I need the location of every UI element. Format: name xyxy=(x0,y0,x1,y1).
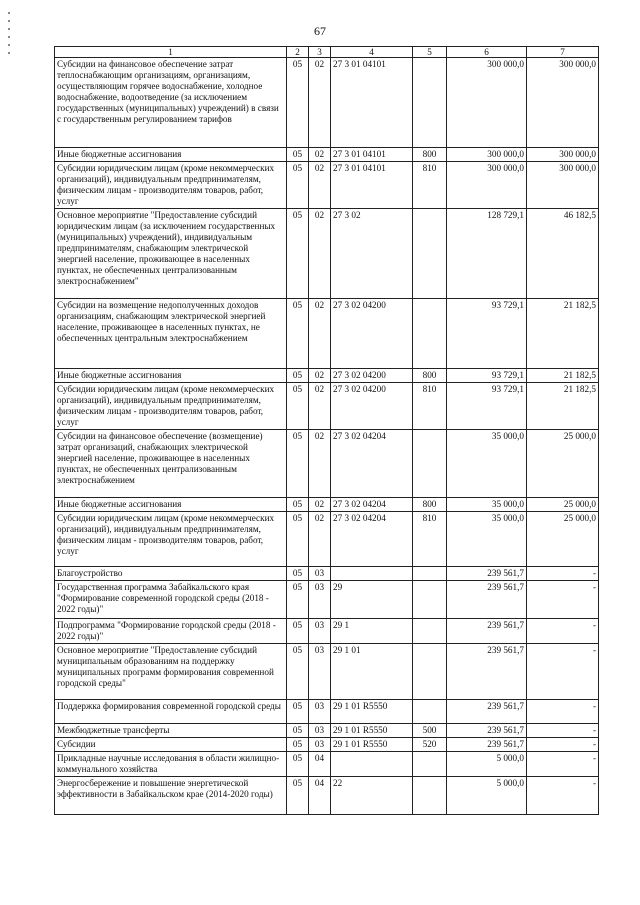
section-code-cell: 05 xyxy=(287,209,309,299)
expense-type-code-cell xyxy=(413,567,447,581)
table-row xyxy=(55,581,599,619)
row-name-cell: Субсидии xyxy=(55,738,287,752)
subsection-code-cell: 02 xyxy=(309,383,331,430)
expense-type-code-cell xyxy=(413,644,447,700)
amount-year1-cell: 239 561,7 xyxy=(447,738,527,752)
subsection-code-cell: 03 xyxy=(309,581,331,619)
row-name-cell: Субсидии на финансовое обеспечение затрат теплоснабжающим организациям, организациям, осуществляющим горячее водоснабжение, холодное водоснабжение, водоотведение (за исключением государственных (муниципальных) учреждений) в связи с государственным регулированием тарифов xyxy=(55,58,287,148)
expense-type-code-cell xyxy=(413,752,447,777)
subsection-code-cell: 02 xyxy=(309,512,331,567)
column-header: 6 xyxy=(447,47,527,58)
expense-type-code-cell xyxy=(413,619,447,644)
amount-year2-cell: - xyxy=(527,581,599,619)
subsection-code-cell: 02 xyxy=(309,58,331,148)
amount-year1-cell: 300 000,0 xyxy=(447,162,527,209)
row-name-cell: Межбюджетные трансферты xyxy=(55,724,287,738)
table-header-row xyxy=(55,47,599,58)
amount-year1-cell: 93 729,1 xyxy=(447,299,527,369)
section-code-cell: 05 xyxy=(287,752,309,777)
section-code-cell: 05 xyxy=(287,738,309,752)
column-header: 4 xyxy=(331,47,413,58)
row-name-cell: Субсидии на финансовое обеспечение (возмещение) затрат организаций, снабжающих электрической энергией население, проживающее в населенных пунктах, не обеспеченных централизованным электроснабжением xyxy=(55,430,287,498)
row-name-cell: Подпрограмма "Формирование городской среды (2018 - 2022 годы)" xyxy=(55,619,287,644)
target-item-code-cell: 27 3 02 04200 xyxy=(331,369,413,383)
amount-year2-cell: 300 000,0 xyxy=(527,148,599,162)
subsection-code-cell: 04 xyxy=(309,752,331,777)
expense-type-code-cell: 800 xyxy=(413,148,447,162)
amount-year2-cell: 21 182,5 xyxy=(527,299,599,369)
subsection-code-cell: 03 xyxy=(309,619,331,644)
table-row xyxy=(55,148,599,162)
section-code-cell: 05 xyxy=(287,162,309,209)
expense-type-code-cell xyxy=(413,58,447,148)
amount-year1-cell: 35 000,0 xyxy=(447,512,527,567)
table-row xyxy=(55,369,599,383)
amount-year1-cell: 35 000,0 xyxy=(447,430,527,498)
amount-year2-cell: 46 182,5 xyxy=(527,209,599,299)
table-row xyxy=(55,512,599,567)
subsection-code-cell: 03 xyxy=(309,700,331,724)
page-number: 67 xyxy=(314,24,326,38)
target-item-code-cell: 27 3 02 xyxy=(331,209,413,299)
subsection-code-cell: 03 xyxy=(309,724,331,738)
subsection-code-cell: 03 xyxy=(309,567,331,581)
amount-year1-cell: 239 561,7 xyxy=(447,619,527,644)
section-code-cell: 05 xyxy=(287,369,309,383)
amount-year2-cell: - xyxy=(527,752,599,777)
amount-year2-cell: 21 182,5 xyxy=(527,369,599,383)
row-name-cell: Иные бюджетные ассигнования xyxy=(55,498,287,512)
section-code-cell: 05 xyxy=(287,148,309,162)
table-row xyxy=(55,644,599,700)
amount-year1-cell: 128 729,1 xyxy=(447,209,527,299)
row-name-cell: Государственная программа Забайкальского края "Формирование современной городской среды (2018 - 2022 годы)" xyxy=(55,581,287,619)
table-row xyxy=(55,430,599,498)
amount-year1-cell: 239 561,7 xyxy=(447,567,527,581)
section-code-cell: 05 xyxy=(287,383,309,430)
subsection-code-cell: 02 xyxy=(309,209,331,299)
table-row xyxy=(55,619,599,644)
subsection-code-cell: 02 xyxy=(309,430,331,498)
target-item-code-cell: 27 3 02 04200 xyxy=(331,299,413,369)
row-name-cell: Субсидии юридическим лицам (кроме некоммерческих организаций), индивидуальным предпринимателям, физическим лицам - производителям товаров, работ, услуг xyxy=(55,383,287,430)
expense-type-code-cell: 800 xyxy=(413,369,447,383)
section-code-cell: 05 xyxy=(287,700,309,724)
target-item-code-cell: 29 1 01 R5550 xyxy=(331,738,413,752)
table-row xyxy=(55,498,599,512)
amount-year2-cell: - xyxy=(527,567,599,581)
target-item-code-cell: 29 1 xyxy=(331,619,413,644)
row-name-cell: Поддержка формирования современной городской среды xyxy=(55,700,287,724)
amount-year1-cell: 239 561,7 xyxy=(447,644,527,700)
subsection-code-cell: 04 xyxy=(309,777,331,815)
row-name-cell: Прикладные научные исследования в области жилищно-коммунального хозяйства xyxy=(55,752,287,777)
amount-year1-cell: 239 561,7 xyxy=(447,700,527,724)
amount-year2-cell: 25 000,0 xyxy=(527,512,599,567)
row-name-cell: Основное мероприятие "Предоставление субсидий юридическим лицам (за исключением государственных (муниципальных) учреждений), индивидуальным предпринимателям, снабжающим электрической энергией население, проживающее в населенных пунктах, не обеспеченных централизованным электроснабжением" xyxy=(55,209,287,299)
target-item-code-cell: 27 3 02 04204 xyxy=(331,512,413,567)
expense-type-code-cell: 810 xyxy=(413,162,447,209)
subsection-code-cell: 02 xyxy=(309,148,331,162)
section-code-cell: 05 xyxy=(287,777,309,815)
target-item-code-cell: 29 1 01 R5550 xyxy=(331,700,413,724)
amount-year2-cell: - xyxy=(527,777,599,815)
column-header: 1 xyxy=(55,47,287,58)
amount-year1-cell: 239 561,7 xyxy=(447,581,527,619)
amount-year1-cell: 93 729,1 xyxy=(447,369,527,383)
amount-year2-cell: 300 000,0 xyxy=(527,58,599,148)
row-name-cell: Основное мероприятие "Предоставление субсидий муниципальным образованиям на поддержку муниципальных программ формирования современной городской среды" xyxy=(55,644,287,700)
amount-year2-cell: - xyxy=(527,644,599,700)
amount-year1-cell: 5 000,0 xyxy=(447,777,527,815)
target-item-code-cell: 29 1 01 xyxy=(331,644,413,700)
target-item-code-cell: 29 xyxy=(331,581,413,619)
expense-type-code-cell xyxy=(413,430,447,498)
subsection-code-cell: 03 xyxy=(309,644,331,700)
table-row xyxy=(55,299,599,369)
target-item-code-cell xyxy=(331,567,413,581)
subsection-code-cell: 03 xyxy=(309,738,331,752)
section-code-cell: 05 xyxy=(287,724,309,738)
subsection-code-cell: 02 xyxy=(309,162,331,209)
amount-year2-cell: 21 182,5 xyxy=(527,383,599,430)
subsection-code-cell: 02 xyxy=(309,498,331,512)
section-code-cell: 05 xyxy=(287,299,309,369)
expense-type-code-cell: 520 xyxy=(413,738,447,752)
row-name-cell: Иные бюджетные ассигнования xyxy=(55,369,287,383)
amount-year1-cell: 300 000,0 xyxy=(447,148,527,162)
section-code-cell: 05 xyxy=(287,498,309,512)
amount-year2-cell: 25 000,0 xyxy=(527,498,599,512)
column-header: 3 xyxy=(309,47,331,58)
section-code-cell: 05 xyxy=(287,512,309,567)
scan-edge-marks xyxy=(8,12,12,72)
subsection-code-cell: 02 xyxy=(309,369,331,383)
table-row xyxy=(55,209,599,299)
target-item-code-cell: 27 3 02 04204 xyxy=(331,498,413,512)
section-code-cell: 05 xyxy=(287,430,309,498)
table-row xyxy=(55,724,599,738)
table-row xyxy=(55,738,599,752)
amount-year1-cell: 239 561,7 xyxy=(447,724,527,738)
expense-type-code-cell: 800 xyxy=(413,498,447,512)
amount-year1-cell: 300 000,0 xyxy=(447,58,527,148)
table-row xyxy=(55,383,599,430)
target-item-code-cell: 22 xyxy=(331,777,413,815)
expense-type-code-cell xyxy=(413,700,447,724)
expense-type-code-cell: 500 xyxy=(413,724,447,738)
amount-year2-cell: - xyxy=(527,724,599,738)
budget-table xyxy=(54,46,599,815)
target-item-code-cell xyxy=(331,752,413,777)
target-item-code-cell: 27 3 01 04101 xyxy=(331,148,413,162)
section-code-cell: 05 xyxy=(287,644,309,700)
row-name-cell: Субсидии юридическим лицам (кроме некоммерческих организаций), индивидуальным предпринимателям, физическим лицам - производителям товаров, работ, услуг xyxy=(55,162,287,209)
row-name-cell: Иные бюджетные ассигнования xyxy=(55,148,287,162)
table-row xyxy=(55,58,599,148)
amount-year1-cell: 5 000,0 xyxy=(447,752,527,777)
expense-type-code-cell xyxy=(413,581,447,619)
section-code-cell: 05 xyxy=(287,619,309,644)
expense-type-code-cell xyxy=(413,777,447,815)
amount-year2-cell: - xyxy=(527,700,599,724)
column-header: 5 xyxy=(413,47,447,58)
target-item-code-cell: 29 1 01 R5550 xyxy=(331,724,413,738)
expense-type-code-cell: 810 xyxy=(413,383,447,430)
amount-year2-cell: 300 000,0 xyxy=(527,162,599,209)
amount-year2-cell: - xyxy=(527,619,599,644)
amount-year1-cell: 93 729,1 xyxy=(447,383,527,430)
table-row xyxy=(55,567,599,581)
amount-year2-cell: 25 000,0 xyxy=(527,430,599,498)
expense-type-code-cell xyxy=(413,209,447,299)
row-name-cell: Энергосбережение и повышение энергетической эффективности в Забайкальском крае (2014-2020 годы) xyxy=(55,777,287,815)
table-row xyxy=(55,777,599,815)
column-header: 7 xyxy=(527,47,599,58)
table-row xyxy=(55,162,599,209)
section-code-cell: 05 xyxy=(287,58,309,148)
expense-type-code-cell xyxy=(413,299,447,369)
table-row xyxy=(55,752,599,777)
column-header: 2 xyxy=(287,47,309,58)
target-item-code-cell: 27 3 01 04101 xyxy=(331,58,413,148)
target-item-code-cell: 27 3 02 04200 xyxy=(331,383,413,430)
amount-year2-cell: - xyxy=(527,738,599,752)
target-item-code-cell: 27 3 02 04204 xyxy=(331,430,413,498)
table-row xyxy=(55,700,599,724)
section-code-cell: 05 xyxy=(287,567,309,581)
row-name-cell: Субсидии на возмещение недополученных доходов организациям, снабжающим электрической энергией население, проживающее в населенных пунктах, не обеспеченных центральным электроснабжением xyxy=(55,299,287,369)
row-name-cell: Субсидии юридическим лицам (кроме некоммерческих организаций), индивидуальным предпринимателям, физическим лицам - производителям товаров, работ, услуг xyxy=(55,512,287,567)
expense-type-code-cell: 810 xyxy=(413,512,447,567)
target-item-code-cell: 27 3 01 04101 xyxy=(331,162,413,209)
amount-year1-cell: 35 000,0 xyxy=(447,498,527,512)
subsection-code-cell: 02 xyxy=(309,299,331,369)
row-name-cell: Благоустройство xyxy=(55,567,287,581)
section-code-cell: 05 xyxy=(287,581,309,619)
